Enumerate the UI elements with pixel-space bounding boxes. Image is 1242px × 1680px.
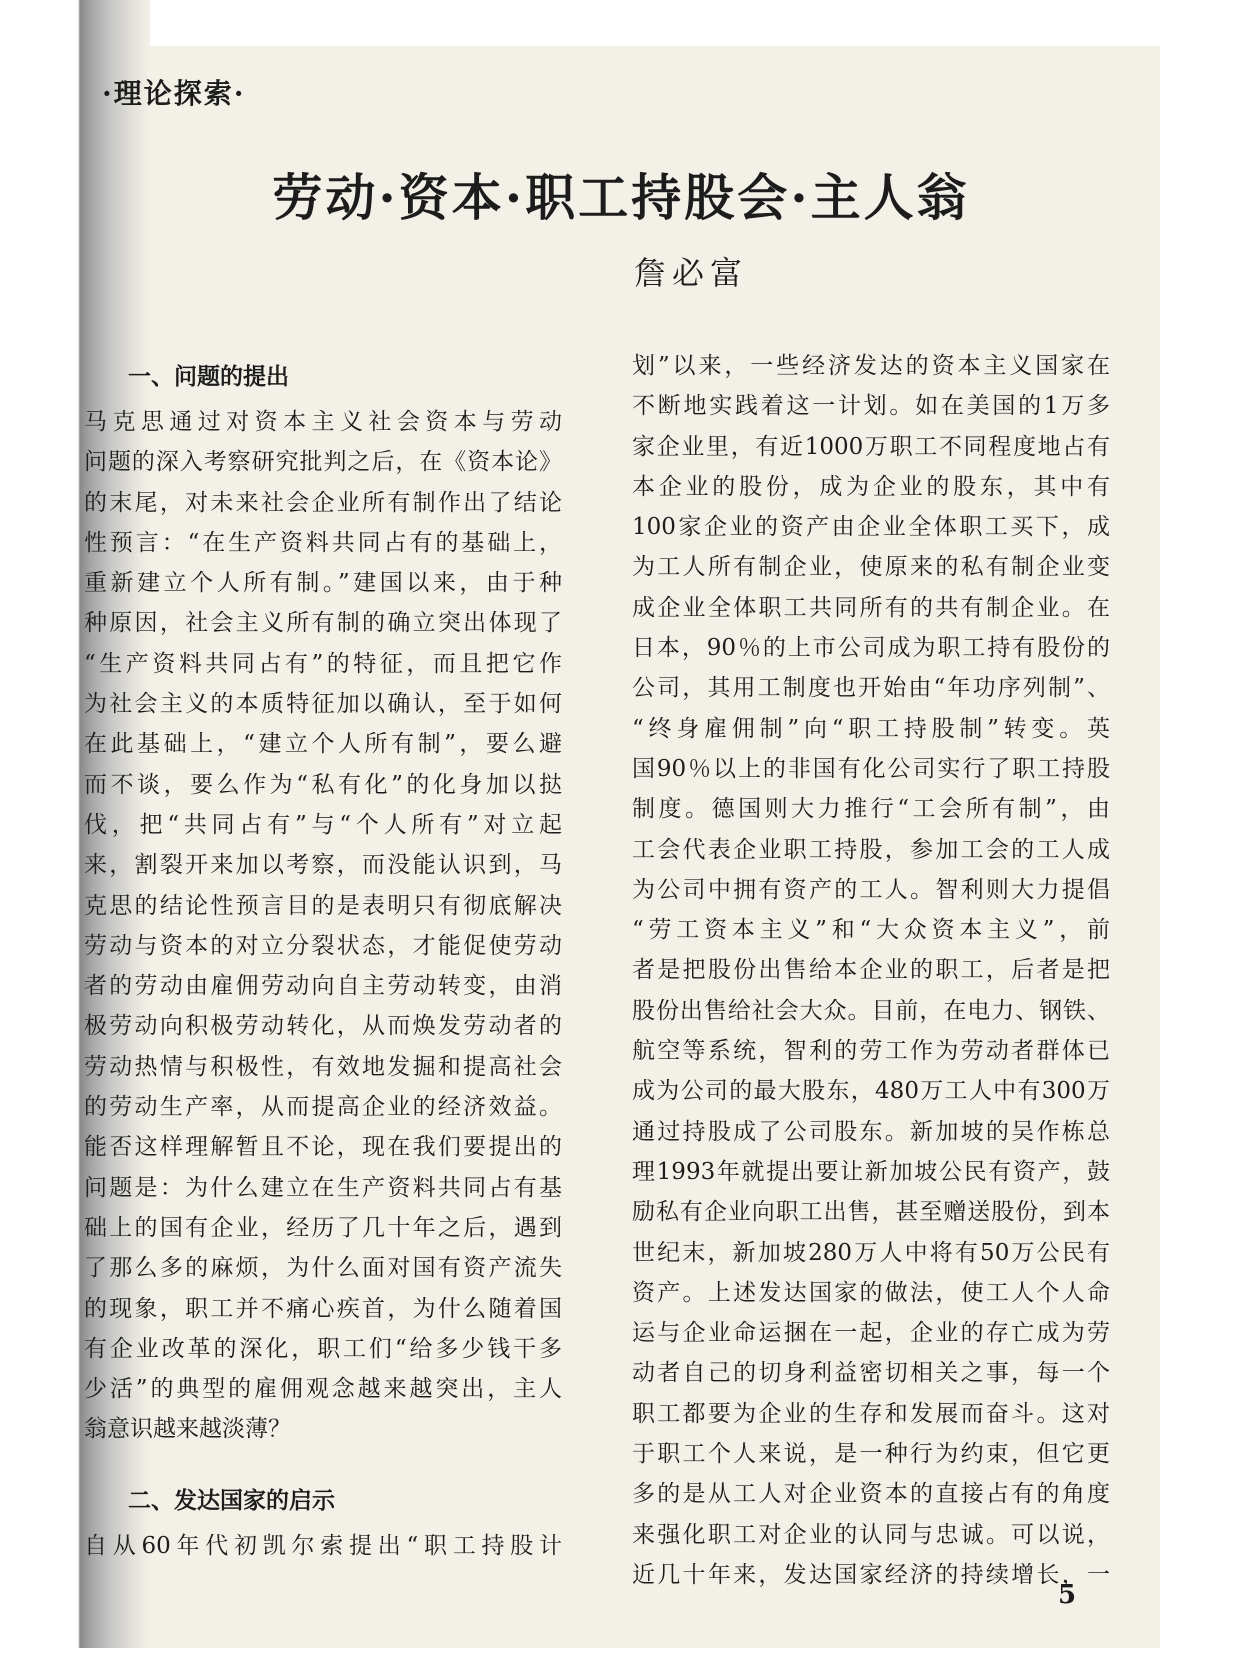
text-line: 自从60年代初凯尔索提出“职工持股计	[84, 1532, 562, 1559]
text-line: 运与企业命运捆在一起，企业的存亡成为劳	[632, 1320, 1110, 1347]
author-name: 詹必富	[633, 254, 748, 292]
text-line: 克思的结论性预言目的是表明只有彻底解决	[84, 892, 562, 919]
text-line: 通过持股成了公司股东。新加坡的吴作栋总	[632, 1118, 1110, 1145]
section-2-paragraph	[84, 1526, 562, 1566]
text-line: 性预言：“在生产资料共同占有的基础上，	[84, 529, 562, 556]
text-line: 理1993年就提出要让新加坡公民有资产，鼓	[632, 1158, 1110, 1185]
text-line: 为公司中拥有资产的工人。智利则大力提倡	[632, 876, 1110, 903]
section-1-paragraph	[84, 402, 562, 1450]
text-line: 职工都要为企业的生存和发展而奋斗。这对	[632, 1400, 1110, 1427]
text-line: 者的劳动由雇佣劳动向自主劳动转变，由消	[84, 973, 562, 1000]
text-line: 的末尾，对未来社会企业所有制作出了结论	[84, 489, 562, 516]
text-line: 劳动与资本的对立分裂状态，才能促使劳动	[84, 932, 562, 959]
right-column-paragraph	[632, 346, 1110, 1595]
text-line: 的现象，职工并不痛心疾首，为什么随着国	[84, 1295, 562, 1322]
text-line: 问题是：为什么建立在生产资料共同占有基	[84, 1174, 562, 1201]
section-heading-2: 二、发达国家的启示	[128, 1486, 335, 1514]
text-line: 资产。上述发达国家的做法，使工人个人命	[632, 1279, 1110, 1306]
text-line: 重新建立个人所有制。”建国以来，由于种	[84, 570, 562, 597]
text-line: 马克思通过对资本主义社会资本与劳动	[84, 409, 562, 435]
text-line: 少活”的典型的雇佣观念越来越突出，主人	[84, 1376, 562, 1403]
text-line: 而不谈，要么作为“私有化”的化身加以挞	[84, 771, 562, 798]
text-line: 航空等系统，智利的劳工作为劳动者群体已	[632, 1038, 1110, 1065]
text-line: 极劳动向积极劳动转化，从而焕发劳动者的	[84, 1013, 562, 1040]
text-line: 股份出售给社会大众。目前，在电力、钢铁、	[632, 997, 1110, 1024]
text-line: 来强化职工对企业的认同与忠诚。可以说，	[632, 1521, 1110, 1548]
text-line: 近几十年来，发达国家经济的持续增长，一	[632, 1561, 1110, 1588]
article-title: 劳动·资本·职工持股会·主人翁	[272, 168, 970, 227]
text-line: 划”以来，一些经济发达的资本主义国家在	[632, 353, 1110, 379]
text-line: 者是把股份出售给本企业的职工，后者是把	[632, 957, 1110, 984]
text-line: 国90％以上的非国有化公司实行了职工持股	[632, 755, 1110, 782]
text-line: 种原因，社会主义所有制的确立突出体现了	[84, 610, 562, 637]
text-line: 能否这样理解暂且不论，现在我们要提出的	[84, 1134, 562, 1161]
text-line: 问题的深入考察研究批判之后，在《资本论》	[84, 449, 562, 476]
text-line: “劳工资本主义”和“大众资本主义”，前	[632, 917, 1110, 944]
text-line: 工会代表企业职工持股，参加工会的工人成	[632, 836, 1110, 863]
right-column	[632, 346, 1110, 1595]
text-line: 为工人所有制企业，使原来的私有制企业变	[632, 554, 1110, 581]
text-line: 世纪末，新加坡280万人中将有50万公民有	[632, 1239, 1110, 1266]
text-line: 的劳动生产率，从而提高企业的经济效益。	[84, 1094, 562, 1121]
text-line: “生产资料共同占有”的特征，而且把它作	[84, 650, 562, 677]
text-line: 不断地实践着这一计划。如在美国的1万多	[632, 393, 1110, 420]
text-line: 翁意识越来越淡薄？	[84, 1416, 291, 1443]
text-line: 础上的国有企业，经历了几十年之后，遇到	[84, 1214, 562, 1241]
section-heading-1: 一、问题的提出	[128, 363, 289, 390]
text-line: 100家企业的资产由企业全体职工买下，成	[632, 514, 1110, 541]
text-line: 有企业改革的深化，职工们“给多少钱干多	[84, 1335, 562, 1362]
text-line: 本企业的股份，成为企业的股东，其中有	[632, 473, 1110, 500]
text-line: 成为公司的最大股东，480万工人中有300万	[632, 1078, 1110, 1105]
text-line: 家企业里，有近1000万职工不同程度地占有	[632, 433, 1110, 460]
text-line: 多的是从工人对企业资本的直接占有的角度	[632, 1481, 1110, 1508]
text-line: 伐，把“共同占有”与“个人所有”对立起	[84, 811, 562, 838]
text-line: 成企业全体职工共同所有的共有制企业。在	[632, 594, 1110, 621]
text-line: 为社会主义的本质特征加以确认，至于如何	[84, 691, 562, 718]
text-line: 在此基础上，“建立个人所有制”，要么避	[84, 731, 562, 758]
text-line: “终身雇佣制”向“职工持股制”转变。英	[632, 715, 1110, 742]
text-line: 劳动热情与积极性，有效地发掘和提高社会	[84, 1053, 562, 1080]
text-line: 了那么多的麻烦，为什么面对国有资产流失	[84, 1255, 562, 1282]
text-line: 制度。德国则大力推行“工会所有制”，由	[632, 796, 1110, 823]
page-number: 5	[1058, 1580, 1077, 1610]
left-column	[84, 352, 562, 1566]
text-line: 励私有企业向职工出售，甚至赠送股份，到本	[632, 1199, 1110, 1226]
text-line: 于职工个人来说，是一种行为约束，但它更	[632, 1441, 1110, 1468]
text-line: 动者自己的切身利益密切相关之事，每一个	[632, 1360, 1110, 1387]
text-line: 来，割裂开来加以考察，而没能认识到，马	[84, 852, 562, 879]
text-line: 日本，90％的上市公司成为职工持有股份的	[632, 635, 1110, 662]
text-line: 公司，其用工制度也开始由“年功序列制”、	[632, 675, 1110, 702]
section-tag: ·理论探索·	[102, 77, 246, 110]
